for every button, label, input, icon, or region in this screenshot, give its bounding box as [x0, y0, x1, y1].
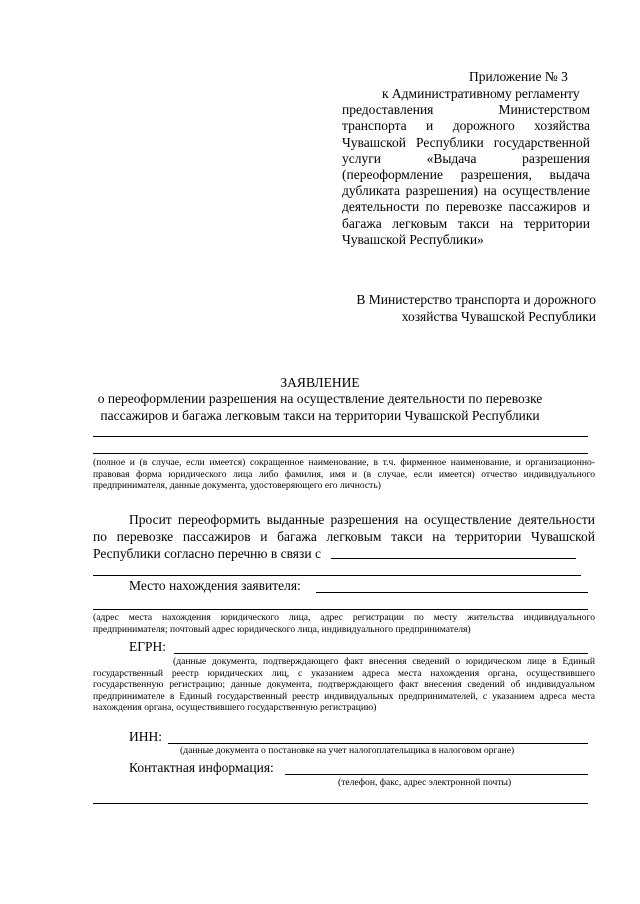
- addressee: В Министерство транспорта и дорожного хозяйства Чувашской Республики: [356, 292, 596, 324]
- appendix-first-line: к Административному регламенту: [382, 86, 580, 101]
- document-subtitle: о переоформлении разрешения на осуществление деятельности по перевозке пассажиров и багажа легковым такси на территории Чувашской Республики: [97, 391, 543, 423]
- applicant-name-line-2[interactable]: [93, 453, 588, 454]
- location-line-2[interactable]: [93, 609, 588, 610]
- egrn-label: ЕГРН:: [129, 639, 167, 654]
- appendix-title: Приложение № 3: [469, 69, 568, 84]
- reason-line-2[interactable]: [93, 575, 581, 576]
- location-line-1[interactable]: [316, 592, 588, 593]
- contact-line[interactable]: [285, 774, 588, 775]
- egrn-line[interactable]: [174, 653, 588, 654]
- inn-caption: (данные документа о постановке на учет налогоплательщика в налоговом органе): [180, 745, 515, 756]
- reason-line[interactable]: [331, 558, 576, 559]
- request-text: Просит переоформить выданные разрешения на осуществление деятельности по перевозке пассажиров и багажа легковым такси на территории Чувашской Республики согласно перечню в связи с: [93, 512, 595, 561]
- appendix-text: [342, 86, 590, 248]
- location-label: Место нахождения заявителя:: [129, 578, 301, 593]
- inn-label: ИНН:: [129, 729, 162, 744]
- contact-line-2[interactable]: [93, 803, 588, 804]
- egrn-caption: (данные документа, подтверждающего факт внесения сведений о юридическом лице в Единый государственный реестр юридических лиц, с указанием адреса места нахождения органа, осуществившего государственную регистрацию; данные документа, подтверждающего факт внесения сведений об индивидуальном предпринимателе в Единый государственный реестр индивидуальных предпринимателей, с указанием адреса места нахождения органа, осуществившего государственную регистрацию): [93, 656, 595, 714]
- inn-line[interactable]: [168, 743, 588, 744]
- location-caption: (адрес места нахождения юридического лица, адрес регистрации по месту жительства индивидуального предпринимателя; почтовый адрес юридического лица, индивидуального предпринимателя): [93, 612, 595, 635]
- contact-label: Контактная информация:: [129, 760, 274, 775]
- applicant-caption: (полное и (в случае, если имеется) сокращенное наименование, в т.ч. фирменное наименование, и организационно-правовая форма юридического лица либо фамилия, имя и (в случае, если имеется) отчество индивидуального предпринимателя, данные документа, удостоверяющего его личность): [93, 457, 595, 492]
- document-title: ЗАЯВЛЕНИЕ: [280, 375, 360, 390]
- applicant-name-line-1[interactable]: [93, 436, 588, 437]
- contact-caption: (телефон, факс, адрес электронной почты): [338, 777, 512, 788]
- appendix-body: предоставления Министерством транспорта и дорожного хозяйства Чувашской Республики государственной услуги «Выдача разрешения (переоформление разрешения, выдача дубликата разрешения) на осуществление деятельности по перевозке пассажиров и багажа легковым такси на территории Чувашской Республики»: [342, 102, 590, 247]
